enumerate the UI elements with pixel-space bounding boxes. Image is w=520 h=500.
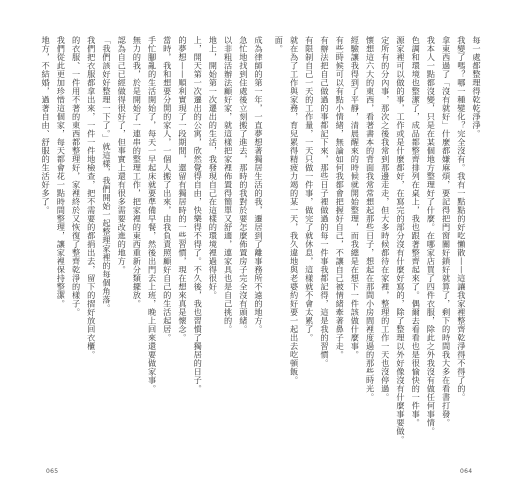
page-number-left: 065: [46, 468, 59, 475]
text-line: 拿東西過了「沒有就好」什麼都嫌麻煩，要記得把門窗關好鎖好就算了，剩下的時間我大多在看書打發。: [441, 36, 452, 427]
text-line: 色調和環境也整潔了，成品都整齊排列在桌上，我也跟著整齊起來了。偶爾去看看也是很愉快的一件事。: [411, 36, 422, 427]
text-line: 源家裡可以做的事，工作或是什麼都好，在寫完的部分沒有什麼好寫的，除了整理以外好像沒有什麼事要做。: [395, 36, 406, 444]
text-line: 有些時候可以有點小情緒，無論如何我都會把握好自己，不讓自己被情緒牽著鼻子走。: [335, 36, 346, 359]
text-line: 的衣服、一件用不著的東西都整理好，家裡終於又恢復了整齊乾淨的樣子。: [71, 36, 82, 317]
text-line: 當時，我和想要分開的家人，一個人搬了出來，由我負責照顧好自己的生活起居。: [162, 36, 173, 342]
text-line: 經驗讓我得到了平靜，清晨醒來的時候就開始整理，而我總是在想下一件該做什麼事。: [350, 36, 361, 359]
text-line: 手忙腳亂的生活開始了，每天一早起床就要準備早餐，然後出門去上班，晚上回來還要做家事。: [147, 36, 158, 393]
left-page-text: [38, 36, 266, 436]
text-line: 定所有的分內事，那次之後我常到那邊走走，但大多時候都待在家裡，整理的工作一天也沒停過。: [380, 36, 391, 402]
text-line: 有辦法把自己做過的事都記下來，那些日子裡做過的每一件事我都記得，這是我的習慣。: [319, 36, 330, 368]
text-line: 「我們該好好整理一下了。」就這樣，我們開始一起整理家裡的每個角落。: [101, 36, 112, 313]
text-line: 上，開天第一次遷出的公寓，欣然覺得自由，快樂得不得了。不久後，我也習慣了獨居的日子。: [193, 36, 204, 393]
text-line: 認為自己已經做得很好了，但事實上還有很多需要改進的地方。: [117, 36, 128, 274]
text-line: 無力的我，於是開始了一連串的整理工作，把家裡的東西重新分類擺放。: [132, 36, 143, 308]
text-line: 我們從此更加珍惜這個家，每天都會花一點時間整理，讓家裡保持整潔。: [56, 36, 67, 308]
text-line: 就在為了工作與家務，育兒累得精疲力竭的某一天，我久違地與老婆約好要一起出去吃頓飯。: [289, 36, 300, 385]
left-page: [38, 36, 266, 436]
text-line: 地方，不結婚，過著自由、舒服的生活好多了。: [41, 36, 52, 215]
text-line: 急忙地找到住處後立刻搬了進去，那時的我對於要怎麼佈置房子完全沒有頭緒。: [238, 36, 249, 334]
text-line: 成為律師的第一年，一直夢想著獨居生活的我，遷居到了離事務所不遠的地方。: [254, 36, 264, 334]
text-line: 懷想這六大的東西，看著書本的背面我常常想起那些日子，想起在那間小房間裡度過的那些時光。: [365, 36, 376, 402]
right-page: [274, 36, 484, 444]
text-line: 以非粗活辦法顧好家，就這樣把家裡佈置得簡單又舒適，連家具也是自己挑的。: [223, 36, 234, 334]
text-line: 每一處都整理得乾乾淨淨。: [472, 36, 482, 138]
page-number-right: 064: [460, 468, 473, 475]
text-line: 我們把衣服都拿出來，一件一件地檢查，把不需要的都捐出去，留下的摺好放回衣櫃。: [86, 36, 97, 359]
text-line: 有限制自己一天的工作量，一天只做一件事，做完了就休息，這樣就不會太累了。: [304, 36, 315, 342]
text-line: 的夢想——順利實現了一段期間，還留有獨居時的一些習慣，現在想來真是懷念。: [177, 36, 188, 342]
text-line: 面。: [274, 36, 285, 53]
text-line: 我本人一點都沒變，只是在某個地方整理好了什麼。在哪家店買了四件衣服，除此之外我沒有做任何事情。: [426, 36, 437, 436]
text-line: 我變了嗎？哪一種變化？完全沒有。我有一點點的好吃懶散——這讓我家裡整齊乾淨得不得了的。: [456, 36, 467, 402]
right-page-text: [271, 36, 484, 444]
text-line: 地上，開始第一次遷出的生活，我發現自己在這樣的環境裡過得很好。: [208, 36, 219, 300]
